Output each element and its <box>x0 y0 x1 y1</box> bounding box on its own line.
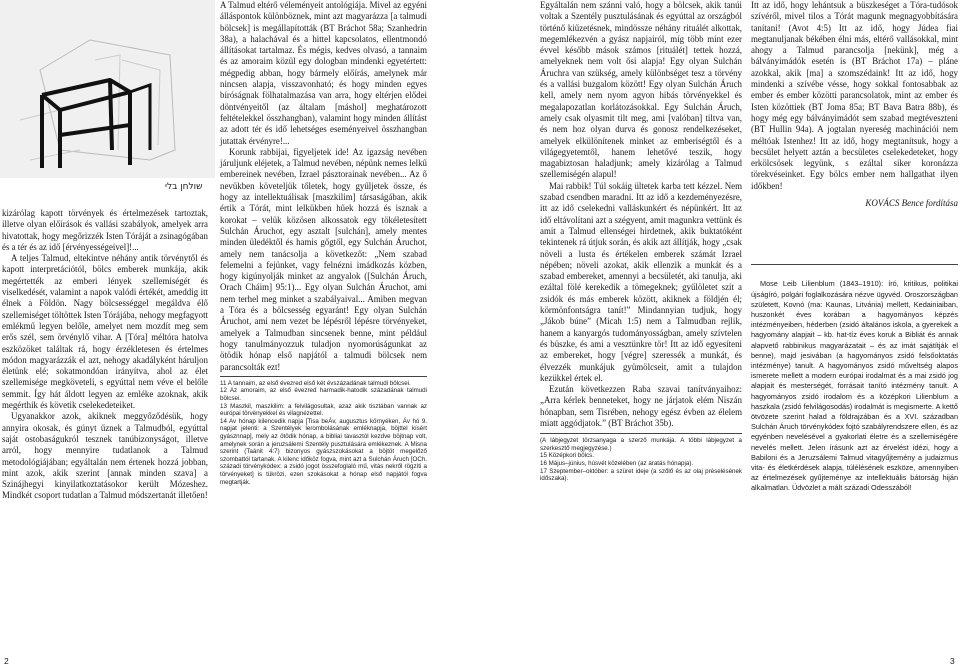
column-4 <box>751 0 958 494</box>
paragraph: Korunk rabbijai, figyeljetek ide! Az igazság nevében járuljunk eléjetek, a Talmud nevében, népünk nemes lelkű embereinek nevében, Izrael pásztorainak nevében... Az ő nevükben követeljük tőletek, hogy gyűljetek össze, és hogy az intellektuálisak [maszkilim] társaságában, akik értik a Tórát, mint lelkükben hűek hozzá és isznak a korokat – velük közösen alkossatok egy tökéletesített Sulchán Áruchot, egy asztalt [sulchán], amely mentes minden üledéktől és hamis gőgtől, egy Sulchán Áruchot, amely nem tanácsolja a következőt: „Nem szabad felemelni a fejünket, vagy felnézni imádkozás közben, hogy kigúnyolják minket az angyalok ([Sulchán Áruch, Orach Cháim] 95:1)... Egy olyan Sulchán Áruchot, ami nem terhel meg minket a szabályaival... Amiben megvan a Tóra és a bölcsesség egyaránt! Egy olyan Sulchán Áruchot, ami nem vezet be lépésről lépésre törvényeket, amelyek a Talmudban sincsenek benne, mint például hogy tanulmányozzuk tuladjon nyomorúságunkat az ötödik hónap első napjától a talmudi bölcsek nem parancsolták ezt! <box>220 146 427 372</box>
paragraph: kizárólag kapott törvények és értelmezések tartoztak, illetve olyan előírások és vallási szabályok, amelyek arra hivatottak, hogy megőrizzék Isten Tóráját a zsinagógában és a tér és az idő [érvényességeivel]!... <box>2 208 208 252</box>
author-bio <box>751 264 958 493</box>
footnotes <box>220 376 427 486</box>
paragraph: Egyáltalán nem szánni való, hogy a bölcsek, akik tanúi voltak a Szentély pusztulásának és egyúttal az országból történő kiűzetésnek, mindössze néhány rituálét alkottak, megemlékezvén a gyász napjairól, míg több mint ezer évvel később mások számos [rituálét] tettek hozzá, amelyeknek nem volt ősi alapja! Egy olyan Sulchán Áruchra van szükség, amely különbséget tesz a törvény és a vallási buzgalom között! Egy olyan Sulchán Áruch kell, amely nem nyom agyon hibás törvényekkel és megalapozatlan korlátozásokkal. Egy Sulchán Áruch, amely csak olyasmit tilt meg, ami [valóban] tiltva van, és nem hoz olyan durva és gonosz rendelkezéseket, amelyek elkülönítenek minket az emberiségtől és a világegyetemtől, hanem lehetővé teszik, hogy magabiztosan haladjunk; amely kizárólag a Talmud szellemiségén alapul! <box>540 0 742 180</box>
footnote: (A lábjegyzet törzsanyaga a szerző munkája. A többi lábjegyzet a szerkesztő megjegyzése.) <box>540 437 742 452</box>
chair-sketch-icon <box>0 0 215 178</box>
paragraph: Ezután következzen Raba szavai tanítványaihoz: „Arra kérlek benneteket, hogy ne járjatok elém Niszán hónapban, sem Tisrében, nehogy egész évben az élelem miatt aggódjatok.” (BT Bráchot 35b). <box>540 384 742 428</box>
bio-text: Mose Leib Lilienblum (1843–1910): író, kritikus, politikai újságíró, polgári foglalkozására nézve ügyvéd. Oroszországban született, Kovnó (ma: Kaunas, Litvánia) mellett, Kedainiaiban, huszonkét éves korában a hagyományos képzés intézményeiben, héderben (zsidó általános iskola, a gyerekek a hagyomány alapjait – kb. hat-tíz éves koruk a Bibliát és annak alapvető rabbinikus magyarázatait – és az imát sajátítják el benne), majd jesivában (a hagyományos zsidó felsőoktatás intézménye) tanult. A hagyományos zsidó műveltség alapos ismerete mellett a modern európai irodalmat és a mai zsidó jog alapjait és mesterségét, forrásait tanító intézmény tanult. A hagyományos zsidó irodalom és a középkori Lilienblum a haszkala (zsidó felvilágosodás) irodalmát is megismerte. A kettő ötvözete szerint halad a földrajzában és a XVI. században Sulchán Áruch törvénykódex fojtó szabályrendszere ellen, és az egyénben nevelésével a gyakorlati életre és a szellemiségére nevelés mellett. Jelen írásunk azt az érvelést idézi, hogy a Babiloni és a Jeruzsálemi Talmud vitagyűjtemény a judaizmus vita- és életkérdések alapja, túlélésének eszköze, amennyiben az értelmezések gyűjteménye az intellektuális bátorság hiján alkalmatlan. Üdvözlet a mált századi Odesszából! <box>751 279 958 493</box>
paragraph: Ugyanakkor azok, akiknek meggyőződésük, hogy annyira okosak, és gúnyt űznek a Talmudból, egyúttal saját ostobaságukról tesznek tanúbizonyságot, illetve arról, hogy mennyire tudatlanok a Talmud metodológiájában; egyáltalán nem értenek hozzá jobban, mint azok, akik szerint [annak minden szava] a Szinájhegyi kinyilatkoztatásokor került Mózeshez. Mindkét csoport tudatlan a Talmud módszertanát illetően! <box>2 411 208 501</box>
footnote: 17 Szeptember–október: a szüret ideje (a szőlő és az olaj préselésének időszaka). <box>540 467 742 483</box>
paragraph: A teljes Talmud, eltekintve néhány antik törvénytől és kapott interpretációtól, bölcs emberek munkája, akik megértették az emberi lények szellemiségét és viselkedését, valamint a napok valódi értékét, ameddig itt élnek a Földön. Nagy bölcsességgel megáldva élő szellemiséget töltöttek Isten Tórájába, nehogy megfagyott emlékmű legyen belőle, amelyet nem mozdít meg sem erős szél, sem örvénylő vihar. A [Tóra] méltóra hatolva eszközöket találtak rá, hogy érzékletesen és értelmes módon magyarázzák el azt, nehogy akadályként háruljon életünk elé; sokatmondóan irányítva, ahol az élet szellemisége megköveteli, s egyúttal nem véve el belőle semmit. Így hát áldott legyen az emléke azoknak, akik megérthik és követik cselekedeteiket. <box>2 253 208 411</box>
footnote: 16 Május–június, húsvét közelében (az aratás hónapja). <box>540 460 694 468</box>
paragraph: Itt az idő, hogy lehántsuk a büszkeséget a Tóra-tudósok szívéről, mivel tilos a Tórát magunk megnagyobbítására tanítani! (Avot 4:5) Itt az idő, hogy Júdea fiai megtanuljanak békében élni más, eltérő vallásokkal, mint ahogy a Talmud parancsolja [nekünk], még a bálványimádók esetén is (BT Bráchot 17a) – pláne azokkal, akik [ma] a szomszédaink! Itt az idő, hogy mindenki a szívébe vésse, hogy sokkal fontosabbak az ember és ember közötti parancsolatok, mint az ember és Isten közöttiek (BT Joma 85a; BT Bava Batra 88b), és hogy még egy bálványimádót sem szabad megtéveszteni (BT Hullin 94a). A jogtalan nyereség machinációi nem méltóak Istenhez! Itt az idő, hogy megtanítsuk, hogy a becsület helyett aztán a becsületes cselekedeteket, hogy erkölcsösek legyünk, s ezáltal siker koronázza törekvéseinket. Egy bölcs ember nem hallgathat ilyen időkben! <box>751 0 958 191</box>
chair-illustration <box>0 0 215 178</box>
hebrew-title: שולחן בלי <box>165 182 203 192</box>
footnote: 15 Középkori bölcs. <box>540 452 594 460</box>
footnote: 12 Az amoraim, az első évezred harmadik-hatodik századának talmudi bölcsei. <box>220 387 427 402</box>
column-3 <box>540 0 742 483</box>
footnotes <box>540 433 742 483</box>
footnote: 14 Av hónap kilencedik napja [Tisa beÁv, augusztus környéken, Áv hó 9. napjat jelenti: a Szentélyek lerombolásának emléknapja, böjttel kísért gyásznnap], mely az ötödik hónap, a bibliai tavasztól kezdve böjtnap volt, amelynek során a jeruzsálemi Szentély pusztulására emlékeznek. A Misna szerint (Taánit 4:7) bizonyos gyászszokásokat a böjtöt megelőző szombattól tartanak. A kilenc időköz fogva, mint azt a Sulchán Áruch [OCh. századi törvénykódex: a zsidó jogot összefoglaló mű, vitás nekről rögzíti a törvényeket] is tükrözi, ezen szokásokat a hónap első napjától fogva megtartják. <box>220 417 427 486</box>
footnote: 11 A tannaim, az első évezred első két évszázadának talmudi bölcsei. <box>220 379 411 387</box>
page-number-left: 2 <box>4 656 9 666</box>
column-1 <box>2 208 208 502</box>
paragraph: A Talmud eltérő véleményeit antológiája. Mivel az egyéni álláspontok különböznek, mint azt magyarázza [a talmudi bölcsek] is megállapították (BT Bráchot 58a; Szanhedrin 38a), a halachával és a hittel kapcsolatos, ellentmondó állításokat tartalmaz. És mégis, kedves olvasó, a tannaim és az amoraim közül egy dologban mindenki egyetértett: mégpedig abban, hogy bármely előírás, amelynek már nincsen alapja, visszavonható; és hogy minden egyes bíróságnak fölhatalmazása van arra, hogy eltérjen elődei döntvényeitől (az általam [máshol] meghatározott feltételekkel összhangban), valamint hogy minden állítást az adott tér és idő lehetséges eseményeivel összhangban jutattak érvényre!... <box>220 0 427 146</box>
column-2 <box>220 0 427 486</box>
footnote: 13 Maszkil, maszkilim: a felvilágosultak, azaz akik tisztában vannak az európai törvényekkel és vilagnézettel. <box>220 402 427 418</box>
paragraph: Mai rabbik! Túl sokáig ültetek karba tett kézzel. Nem szabad csendben maradni. Itt az idő a kezdeményezésre, itt az idő cselekedni valláskunkért és népünkért. Itt az idő eltávolítani azt a szégyent, amit magunkra vettünk és amit a Talmud ellenségei hirdetnek, akik buktatóként tekintenek rá útjuk során, és akik azt állítják, hogy „csak növeli a lusta és értékelen emberek számát Izrael népében; növeli azokat, akik ellenzik a munkát és a szabad embereket, amennyi a becsületét, aki tanulja, aki ezáltal fölé kerekedik a tömegeknek; gyűlöletet szít a zsidók és más emberek között, akiknek a földjén él; körmönfontságra tanít!” Mindannyian tudjuk, hogy „Jákob búne” (Micah 1:5) nem a Talmudban rejlik, hanem a kanyargós tudományosságban, amely szívtelen és büszke, és ami a vesztünkre tör! Itt az idő egyesíteni az embereket, hogy [végre] szeressék a munkát, és élvezzék munkájuk gyümölcseit, amit a tulajdon kezükkel értek el. <box>540 180 742 383</box>
page-number-right: 3 <box>950 656 955 666</box>
translator-signature: KOVÁCS Bence fordítása <box>865 198 958 209</box>
